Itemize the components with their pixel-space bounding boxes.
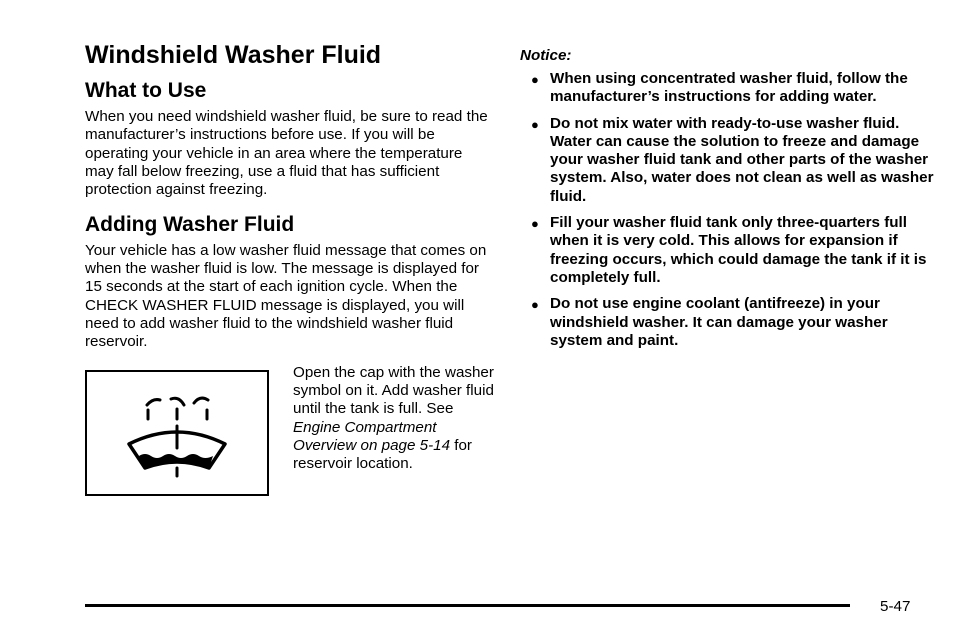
caption-text-end: for reservoir location. bbox=[293, 436, 472, 473]
notice-item bbox=[520, 214, 940, 287]
notice-item bbox=[520, 115, 940, 206]
notice-list bbox=[520, 70, 940, 350]
bullet-icon: ● bbox=[531, 297, 539, 313]
page-number: 5-47 bbox=[880, 598, 911, 615]
section-heading-adding-washer-fluid: Adding Washer Fluid bbox=[85, 212, 295, 236]
caption-reference-link[interactable]: Engine Compartment Overview on page 5-14 bbox=[293, 418, 451, 454]
section-body-adding-washer-fluid: Your vehicle has a low washer fluid message that comes on when the washer fluid is low. The message is displayed for 15 seconds at the start of each ignition cycle. When the CHECK WASHER FLUID message is displayed, you will need to add washer fluid to the windshield washer fluid reservoir. bbox=[85, 241, 487, 351]
notice-item-text: When using concentrated washer fluid, follow the manufacturer’s instructions for adding water. bbox=[550, 70, 908, 106]
washer-symbol-figure bbox=[85, 370, 269, 496]
footer-rule bbox=[85, 604, 850, 607]
notice-item-text: Do not use engine coolant (antifreeze) in your windshield washer. It can damage your washer system and paint. bbox=[550, 295, 888, 349]
caption-text: Open the cap with the washer symbol on it. Add washer fluid until the tank is full. See bbox=[293, 363, 494, 418]
figure-caption bbox=[293, 364, 498, 474]
notice-item-text: Fill your washer fluid tank only three-quarters full when it is very cold. This allows for expansion if freezing occurs, which could damage the tank if it is completely full. bbox=[550, 214, 927, 286]
notice-item bbox=[520, 70, 940, 107]
section-heading-what-to-use: What to Use bbox=[85, 79, 207, 102]
left-column bbox=[85, 40, 495, 504]
page-title: Windshield Washer Fluid bbox=[85, 41, 382, 69]
bullet-icon: ● bbox=[531, 72, 539, 87]
bullet-icon: ● bbox=[531, 216, 539, 232]
right-column bbox=[520, 47, 940, 358]
section-body-what-to-use: When you need windshield washer fluid, be sure to read the manufacturer’s instructions before use. If you will be operating your vehicle in an area where the temperature may fall below freezing, use a fluid that has sufficient protection against freezing. bbox=[85, 108, 488, 199]
figure-row bbox=[85, 364, 495, 504]
notice-item bbox=[520, 295, 940, 350]
bullet-icon: ● bbox=[531, 116, 539, 132]
notice-label: Notice: bbox=[520, 47, 572, 64]
windshield-washer-symbol-icon bbox=[87, 372, 267, 494]
notice-item-text: Do not mix water with ready-to-use washer fluid. Water can cause the solution to freeze and damage your washer fluid tank and other parts of the washer system. Also, water does not clean as well as washer fluid. bbox=[550, 114, 934, 205]
